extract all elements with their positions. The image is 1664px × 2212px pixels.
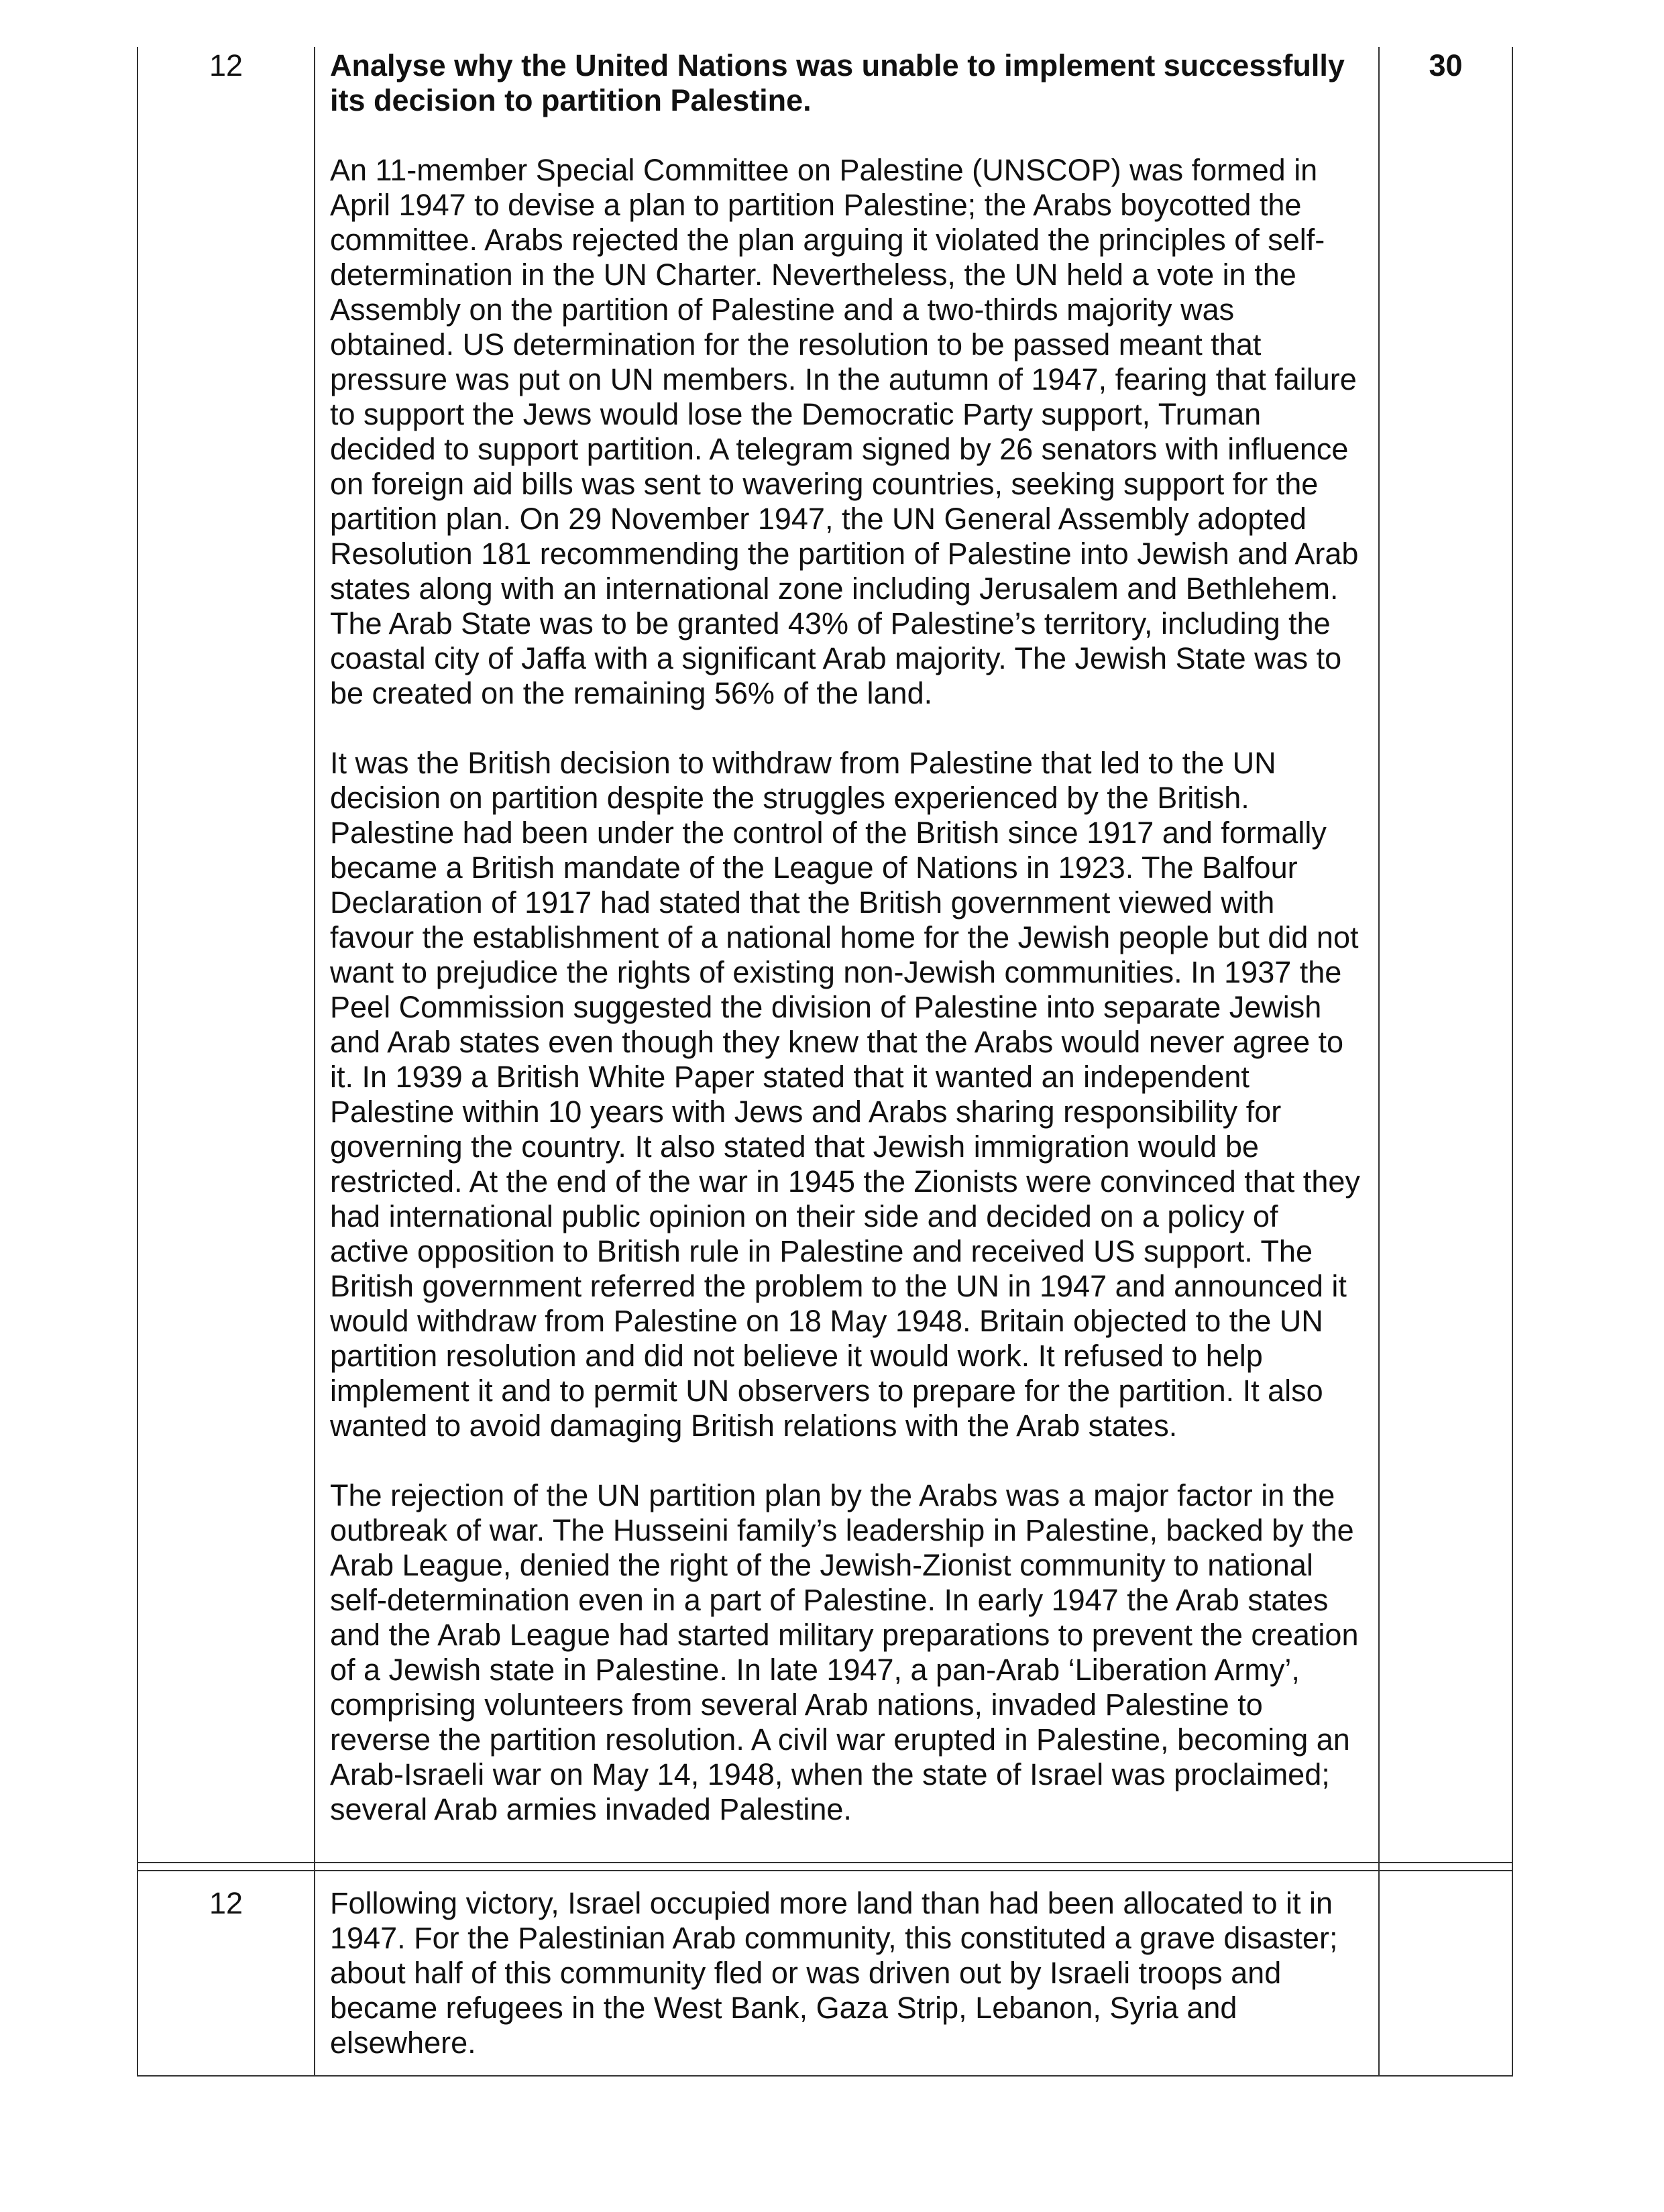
- marks-value: [1379, 1871, 1512, 2076]
- question-number: 12: [137, 1871, 315, 2076]
- answer-paragraph: The rejection of the UN partition plan by the Arabs was a major factor in the outbreak of war. The Husseini family’s leadership in Palestine, backed by the Arab League, denied the right of the Jewish-Zionist community to national self-determination even in a part of Palestine. In early 1947 the Arab states and the Arab League had started military preparations to prevent the creation of a Jewish state in Palestine. In late 1947, a pan-Arab ‘Liberation Army’, comprising volunteers from several Arab nations, invaded Palestine to reverse the partition resolution. A civil war erupted in Palestine, becoming an Arab-Israeli war on May 14, 1948, when the state of Israel was proclaimed; several Arab armies invaded Palestine.: [330, 1478, 1359, 1826]
- question-text: Analyse why the United Nations was unable to implement successfully its decision to partition Palestine.: [330, 48, 1345, 117]
- answer-cell: [315, 1871, 1379, 2076]
- answer-paragraph: It was the British decision to withdraw from Palestine that led to the UN decision on partition despite the struggles experienced by the British. Palestine had been under the control of the British since 1917 and formally became a British mandate of the League of Nations in 1923. The Balfour Declaration of 1917 had stated that the British government viewed with favour the establishment of a national home for the Jewish people but did not want to prejudice the rights of existing non-Jewish communities. In 1937 the Peel Commission suggested the division of Palestine into separate Jewish and Arab states even though they knew that the Arabs would never agree to it. In 1939 a British White Paper stated that it wanted an independent Palestine within 10 years with Jews and Arabs sharing responsibility for governing the country. It also stated that Jewish immigration would be restricted. At the end of the war in 1945 the Zionists were convinced that they had international public opinion on their side and decided on a policy of active opposition to British rule in Palestine and received US support. The British government referred the problem to the UN in 1947 and announced it would withdraw from Palestine on 18 May 1948. Britain objected to the UN partition resolution and did not believe it would work. It refused to help implement it and to permit UN observers to prepare for the partition. It also wanted to avoid damaging British relations with the Arab states.: [330, 746, 1360, 1443]
- answer-cell: [315, 47, 1379, 1863]
- table-row: [137, 1871, 1512, 2076]
- question-number: 12: [137, 47, 315, 1863]
- answer-paragraph: Following victory, Israel occupied more land than had been allocated to it in 1947. For the Palestinian Arab community, this constituted a grave disaster; about half of this community fled or was driven out by Israeli troops and became refugees in the West Bank, Gaza Strip, Lebanon, Syria and elsewhere.: [330, 1886, 1338, 2060]
- table-row: [137, 47, 1512, 1863]
- row-divider: [137, 1863, 1512, 1871]
- marks-value: 30: [1379, 47, 1512, 1863]
- mark-scheme-table: [137, 47, 1513, 2077]
- answer-paragraph: An 11-member Special Committee on Palestine (UNSCOP) was formed in April 1947 to devise a plan to partition Palestine; the Arabs boycotted the committee. Arabs rejected the plan arguing it violated the principles of self-determination in the UN Charter. Nevertheless, the UN held a vote in the Assembly on the partition of Palestine and a two-thirds majority was obtained. US determination for the resolution to be passed meant that pressure was put on UN members. In the autumn of 1947, fearing that failure to support the Jews would lose the Democratic Party support, Truman decided to support partition. A telegram signed by 26 senators with influence on foreign aid bills was sent to wavering countries, seeking support for the partition plan. On 29 November 1947, the UN General Assembly adopted Resolution 181 recommending the partition of Palestine into Jewish and Arab states along with an international zone including Jerusalem and Bethlehem. The Arab State was to be granted 43% of Palestine’s territory, including the coastal city of Jaffa with a significant Arab majority. The Jewish State was to be created on the remaining 56% of the land.: [330, 153, 1359, 710]
